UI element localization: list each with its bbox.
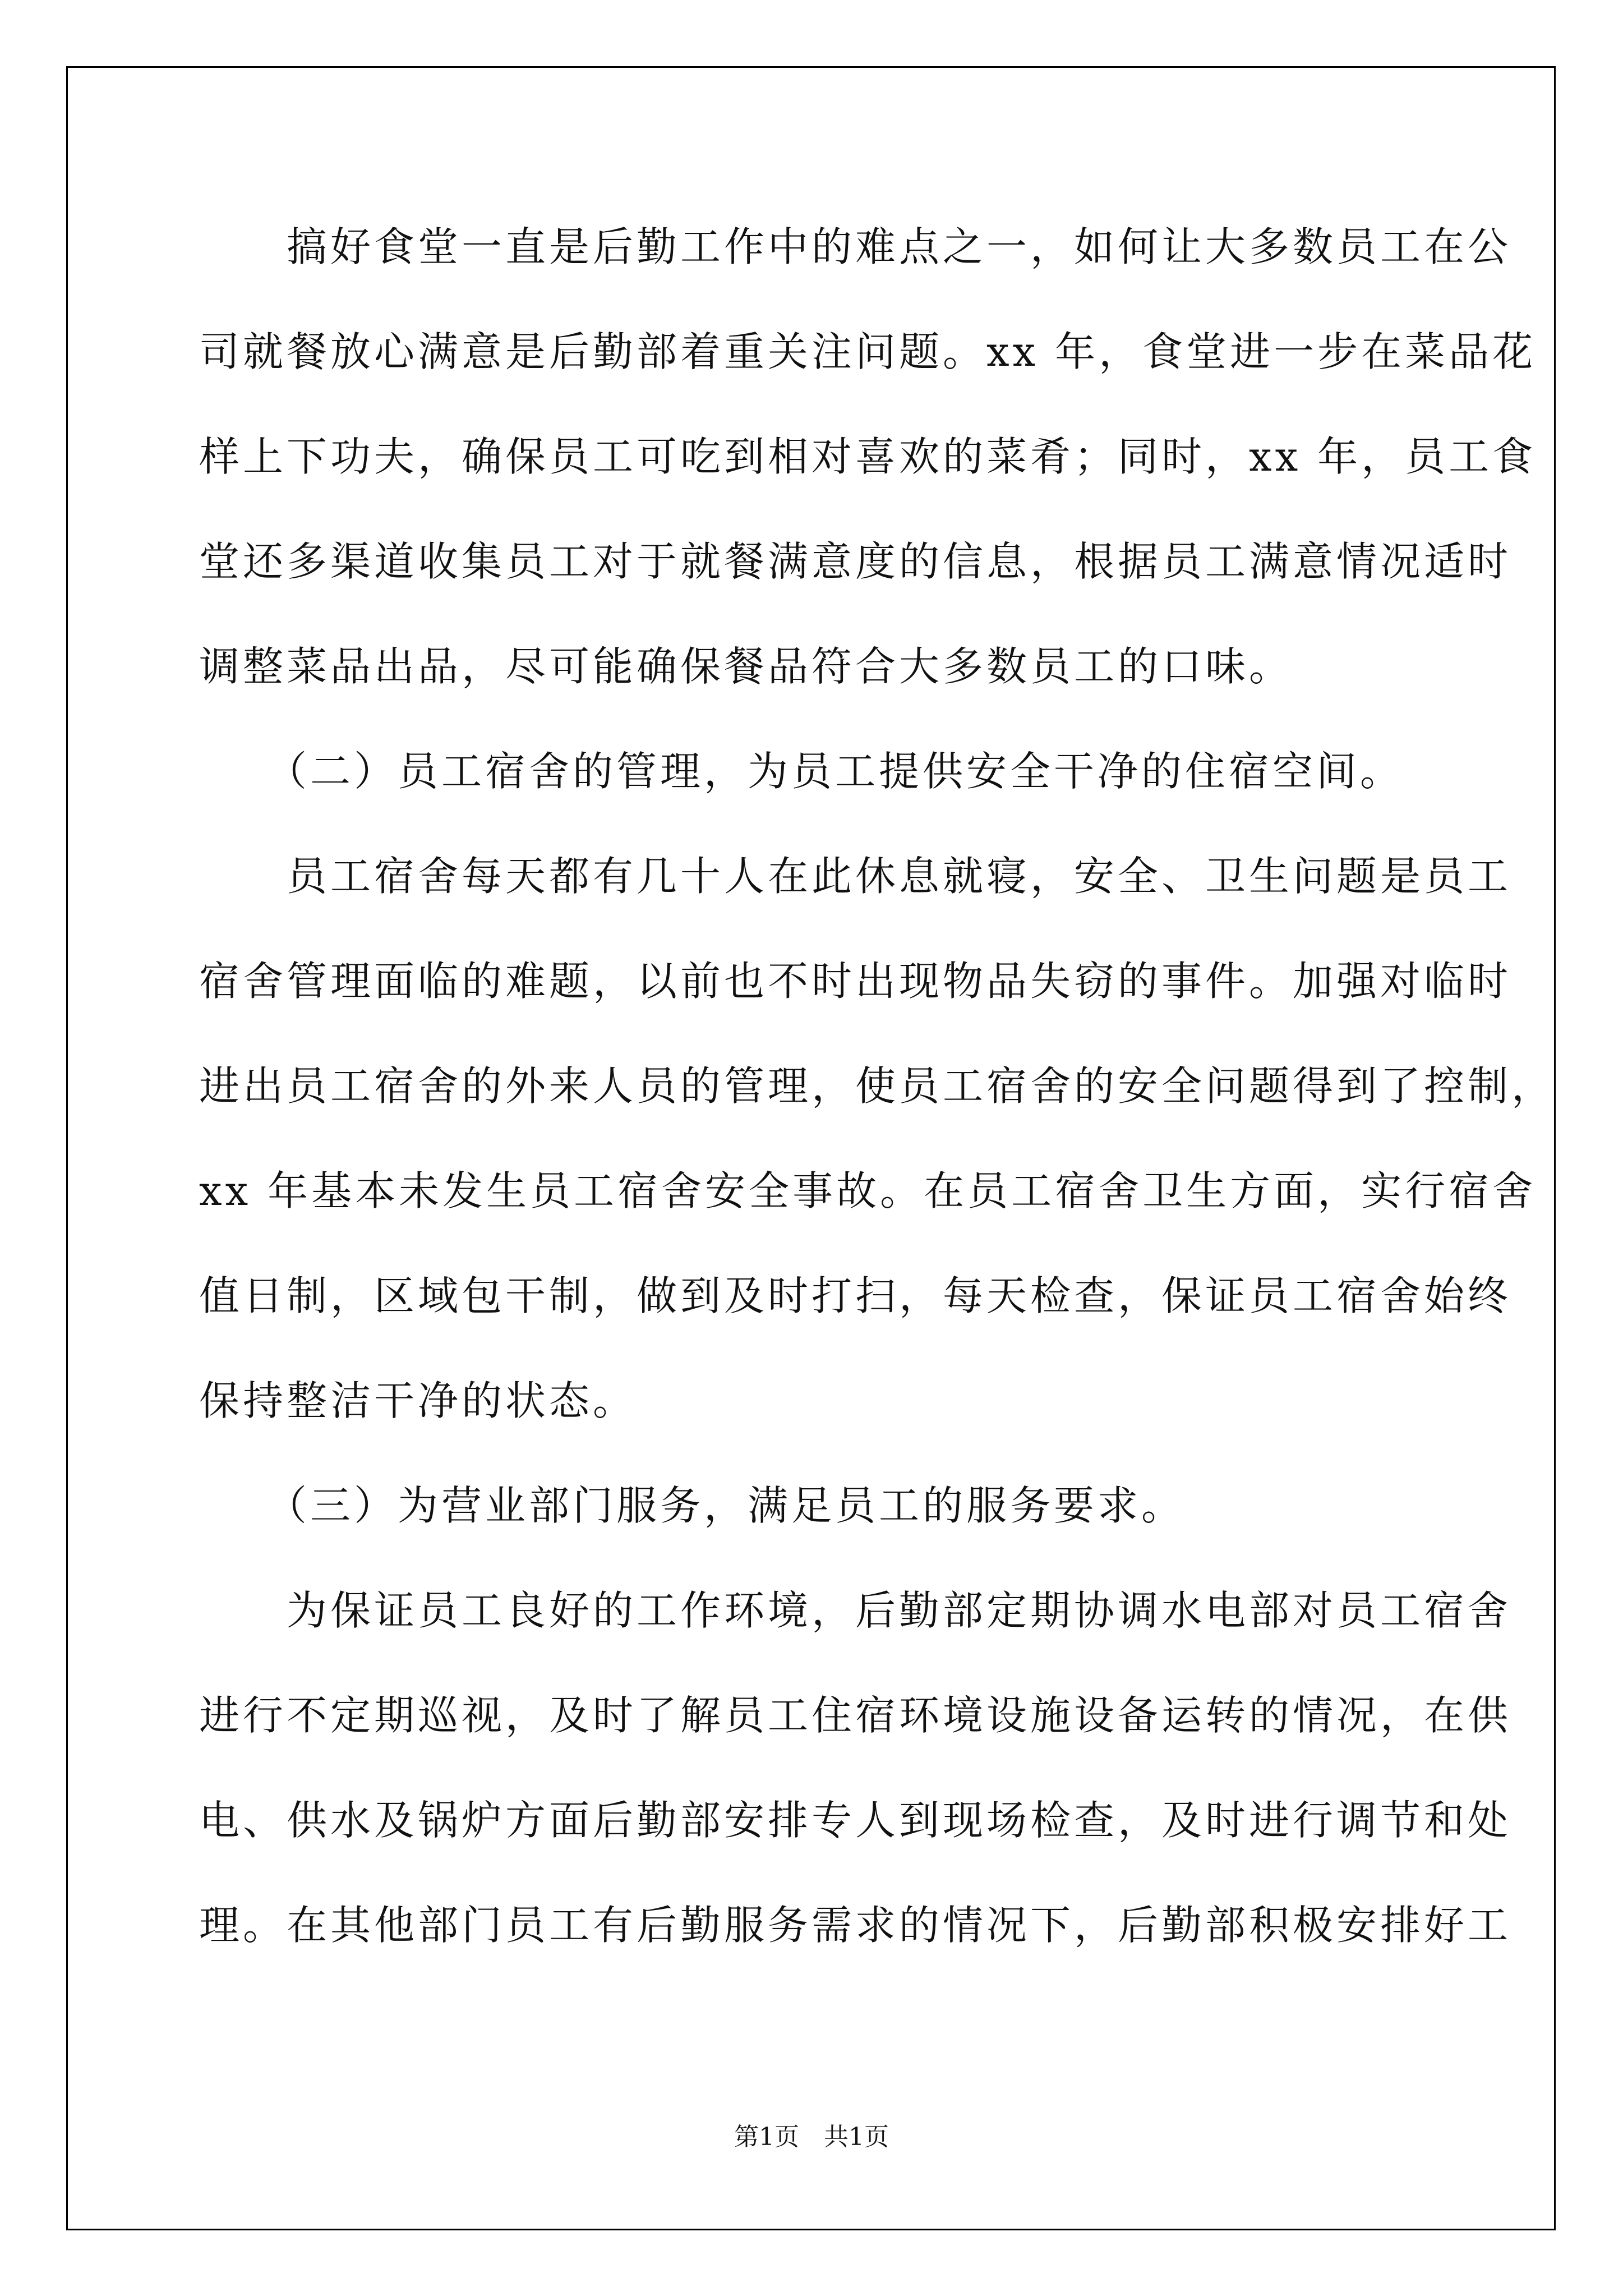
text-line: 理。在其他部门员工有后勤服务需求的情况下，后勤部积极安排好工 xyxy=(199,1902,1512,1949)
text-line: 搞好食堂一直是后勤工作中的难点之一，如何让大多数员工在公 xyxy=(199,223,1512,270)
text-line: 进行不定期巡视，及时了解员工住宿环境设施设备运转的情况，在供 xyxy=(199,1692,1512,1739)
text-line: 保持整洁干净的状态。 xyxy=(199,1377,637,1424)
page-number-footer: 第1页 共1页 xyxy=(734,2123,889,2151)
text-line: 司就餐放心满意是后勤部着重关注问题。xx 年，食堂进一步在菜品花 xyxy=(199,328,1537,375)
text-line: 电、供水及锅炉方面后勤部安排专人到现场检查，及时进行调节和处 xyxy=(199,1797,1512,1844)
document-body xyxy=(199,219,1556,2002)
text-line: 为保证员工良好的工作环境，后勤部定期协调水电部对员工宿舍 xyxy=(199,1587,1512,1634)
text-line: 值日制，区域包干制，做到及时打扫，每天检查，保证员工宿舍始终 xyxy=(199,1272,1512,1319)
text-line: 调整菜品出品，尽可能确保餐品符合大多数员工的口味。 xyxy=(199,643,1293,690)
section-heading: （三）为营业部门服务，满足员工的服务要求。 xyxy=(199,1482,1186,1529)
text-line: 宿舍管理面临的难题，以前也不时出现物品失窃的事件。加强对临时 xyxy=(199,958,1512,1005)
text-line: 堂还多渠道收集员工对于就餐满意度的信息，根据员工满意情况适时 xyxy=(199,538,1512,585)
section-heading: （二）员工宿舍的管理，为员工提供安全干净的住宿空间。 xyxy=(199,748,1404,795)
text-line: 样上下功夫，确保员工可吃到相对喜欢的菜肴；同时，xx 年，员工食 xyxy=(199,433,1537,480)
text-line: xx 年基本未发生员工宿舍安全事故。在员工宿舍卫生方面，实行宿舍 xyxy=(199,1167,1537,1214)
text-line: 员工宿舍每天都有几十人在此休息就寝，安全、卫生问题是员工 xyxy=(199,853,1512,900)
text-line: 进出员工宿舍的外来人员的管理，使员工宿舍的安全问题得到了控制， xyxy=(199,1062,1556,1110)
